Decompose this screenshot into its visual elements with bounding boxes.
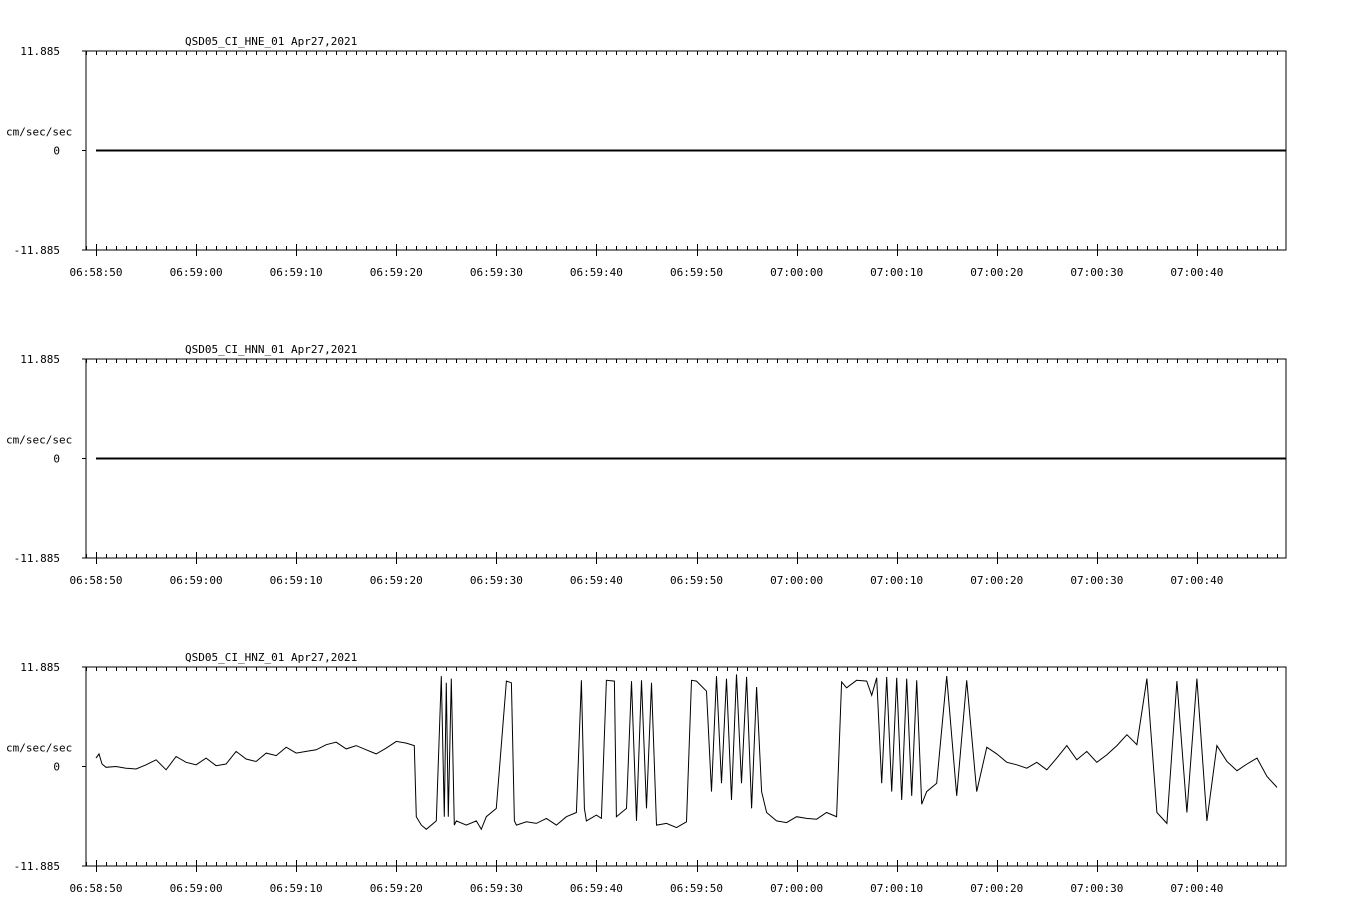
x-tick-label: 07:00:20 [970,574,1024,587]
x-tick-label: 06:59:50 [670,574,724,587]
x-tick-label: 06:59:10 [269,266,323,279]
x-tick-label: 07:00:00 [770,574,824,587]
x-tick-label: 07:00:10 [870,574,924,587]
x-tick-label: 06:59:40 [569,574,623,587]
x-tick-label: 07:00:40 [1170,882,1224,895]
y-tick-label: 11.885 [20,353,60,366]
y-tick-label: -11.885 [13,552,60,565]
x-tick-label: 06:59:30 [469,266,523,279]
x-tick-label: 07:00:30 [1070,574,1124,587]
x-tick-label: 06:59:00 [169,266,223,279]
x-tick-label: 07:00:40 [1170,574,1224,587]
x-tick-label: 06:58:50 [69,574,123,587]
x-tick-label: 06:59:30 [469,882,523,895]
x-tick-label: 07:00:20 [970,882,1024,895]
y-tick-label: 0 [53,760,60,774]
series-line [96,674,1277,829]
chart-title: QSD05_CI_HNE_01 Apr27,2021 [185,35,358,48]
x-tick-label: 06:59:20 [369,574,423,587]
x-tick-label: 06:59:40 [569,882,623,895]
x-tick-label: 06:59:10 [269,882,323,895]
x-tick-label: 07:00:30 [1070,882,1124,895]
x-tick-label: 07:00:10 [870,266,924,279]
x-tick-label: 06:59:50 [670,882,724,895]
x-tick-label: 07:00:30 [1070,266,1124,279]
y-axis-label: cm/sec/sec [6,741,73,755]
x-tick-label: 07:00:40 [1170,266,1224,279]
x-tick-label: 07:00:00 [770,266,824,279]
x-tick-label: 06:59:50 [670,266,724,279]
y-tick-label: 11.885 [20,661,60,674]
x-tick-label: 07:00:10 [870,882,924,895]
x-tick-label: 06:59:20 [369,882,423,895]
x-tick-label: 07:00:00 [770,882,824,895]
x-tick-label: 06:59:40 [569,266,623,279]
x-tick-label: 07:00:20 [970,266,1024,279]
plot-frame [86,667,1286,866]
x-tick-label: 06:59:00 [169,574,223,587]
x-tick-label: 06:59:20 [369,266,423,279]
y-tick-label: 0 [53,144,60,158]
y-axis-label: cm/sec/sec [6,433,73,447]
y-axis-label: cm/sec/sec [6,125,73,139]
chart-title: QSD05_CI_HNN_01 Apr27,2021 [185,343,358,356]
x-tick-label: 06:58:50 [69,882,123,895]
chart-title: QSD05_CI_HNZ_01 Apr27,2021 [185,651,358,664]
x-tick-label: 06:59:00 [169,882,223,895]
y-tick-label: -11.885 [13,860,60,873]
x-tick-label: 06:59:30 [469,574,523,587]
x-tick-label: 06:58:50 [69,266,123,279]
y-tick-label: 0 [53,452,60,466]
y-tick-label: -11.885 [13,244,60,257]
x-tick-label: 06:59:10 [269,574,323,587]
y-tick-label: 11.885 [20,45,60,58]
